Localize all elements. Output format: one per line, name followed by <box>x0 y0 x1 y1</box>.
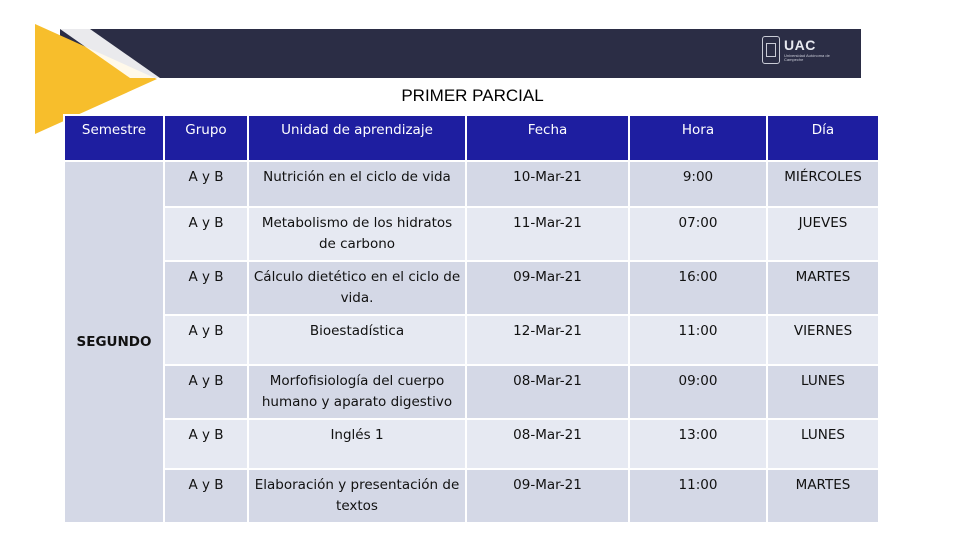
table-row <box>64 161 879 207</box>
column-header-fecha: Fecha <box>466 115 629 161</box>
table-row <box>64 469 879 523</box>
semester-cell: SEGUNDO <box>64 161 164 523</box>
unidad-cell: Inglés 1 <box>248 419 466 469</box>
grupo-cell: A y B <box>164 261 248 315</box>
dia-cell: MARTES <box>767 469 879 523</box>
table-row <box>64 207 879 261</box>
page-title: PRIMER PARCIAL <box>401 86 544 105</box>
seal-icon <box>762 36 780 64</box>
hora-cell: 11:00 <box>629 315 767 365</box>
dia-cell: JUEVES <box>767 207 879 261</box>
grupo-cell: A y B <box>164 419 248 469</box>
column-header-unidad: Unidad de aprendizaje <box>248 115 466 161</box>
table-row <box>64 419 879 469</box>
hora-cell: 9:00 <box>629 161 767 207</box>
dia-cell: LUNES <box>767 419 879 469</box>
table-row <box>64 315 879 365</box>
unidad-cell: Bioestadística <box>248 315 466 365</box>
unidad-cell: Elaboración y presentación de textos <box>248 469 466 523</box>
dia-cell: MARTES <box>767 261 879 315</box>
fecha-cell: 12-Mar-21 <box>466 315 629 365</box>
grupo-cell: A y B <box>164 315 248 365</box>
grupo-cell: A y B <box>164 207 248 261</box>
table-row <box>64 261 879 315</box>
fecha-cell: 08-Mar-21 <box>466 365 629 419</box>
fecha-cell: 10-Mar-21 <box>466 161 629 207</box>
hora-cell: 09:00 <box>629 365 767 419</box>
column-header-grupo: Grupo <box>164 115 248 161</box>
column-header-hora: Hora <box>629 115 767 161</box>
hora-cell: 13:00 <box>629 419 767 469</box>
dia-cell: VIERNES <box>767 315 879 365</box>
hora-cell: 16:00 <box>629 261 767 315</box>
hora-cell: 07:00 <box>629 207 767 261</box>
header-bar <box>60 29 861 78</box>
fecha-cell: 09-Mar-21 <box>466 261 629 315</box>
fecha-cell: 11-Mar-21 <box>466 207 629 261</box>
table-row <box>64 365 879 419</box>
unidad-cell: Cálculo dietético en el ciclo de vida. <box>248 261 466 315</box>
grupo-cell: A y B <box>164 365 248 419</box>
dia-cell: LUNES <box>767 365 879 419</box>
fecha-cell: 08-Mar-21 <box>466 419 629 469</box>
schedule-table <box>63 114 880 524</box>
grupo-cell: A y B <box>164 469 248 523</box>
hora-cell: 11:00 <box>629 469 767 523</box>
column-header-dia: Día <box>767 115 879 161</box>
table-header-row <box>64 115 879 161</box>
unidad-cell: Metabolismo de los hidratos de carbono <box>248 207 466 261</box>
grupo-cell: A y B <box>164 161 248 207</box>
unidad-cell: Nutrición en el ciclo de vida <box>248 161 466 207</box>
unidad-cell: Morfofisiología del cuerpo humano y aparato digestivo <box>248 365 466 419</box>
fecha-cell: 09-Mar-21 <box>466 469 629 523</box>
logo-subtext: Universidad Autónoma de Campeche <box>784 53 830 62</box>
logo-wordmark: UAC <box>784 37 816 53</box>
dia-cell: MIÉRCOLES <box>767 161 879 207</box>
university-logo <box>762 35 837 65</box>
column-header-semestre: Semestre <box>64 115 164 161</box>
